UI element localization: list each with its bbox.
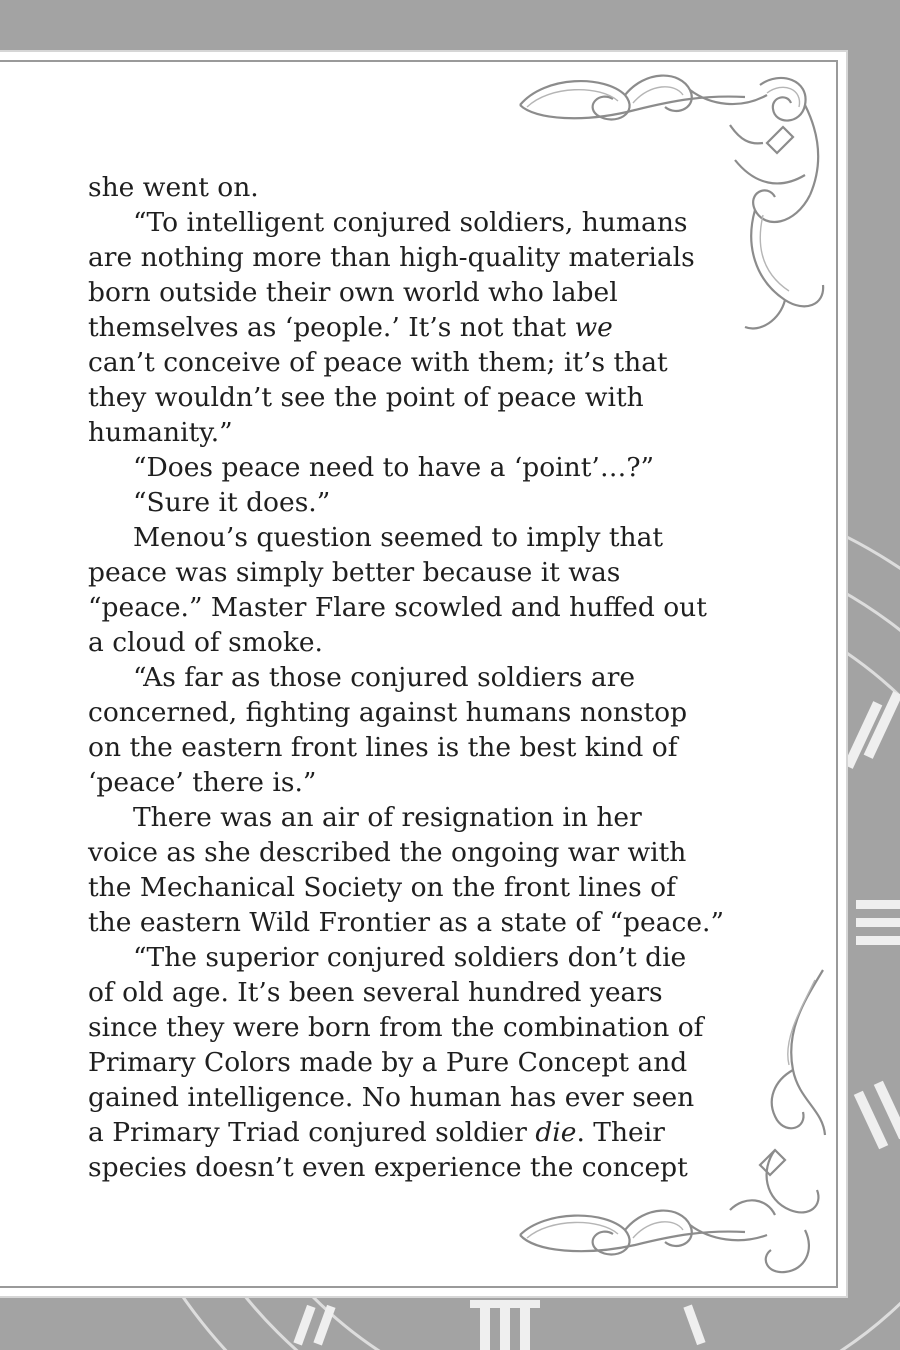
text-run: “Sure it does.” — [133, 487, 331, 518]
text-line — [88, 1080, 728, 1115]
text-run: on the eastern front lines is the best kind of — [88, 732, 678, 763]
text-run: concerned, fighting against humans nonstop — [88, 697, 688, 728]
text-run: Primary Colors made by a Pure Concept and — [88, 1047, 688, 1078]
text-run: “The superior conjured soldiers don’t die — [133, 942, 687, 973]
text-line — [88, 520, 728, 555]
text-line — [88, 345, 728, 380]
text-line — [88, 590, 728, 625]
text-line — [88, 485, 728, 520]
text-run: “Does peace need to have a ‘point’…?” — [133, 452, 655, 483]
text-line — [88, 695, 728, 730]
text-line — [88, 205, 728, 240]
text-line — [88, 835, 728, 870]
text-run: are nothing more than high-quality materials — [88, 242, 695, 273]
text-run: gained intelligence. No human has ever seen — [88, 1082, 695, 1113]
text-line — [88, 1150, 728, 1185]
text-run: “peace.” Master Flare scowled and huffed out — [88, 592, 707, 623]
text-line — [88, 450, 728, 485]
text-run: . Their — [576, 1117, 665, 1148]
text-run: Menou’s question seemed to imply that — [133, 522, 664, 553]
emphasis-text: die — [535, 1117, 577, 1148]
text-line — [88, 275, 728, 310]
text-line — [88, 905, 728, 940]
text-line — [88, 625, 728, 660]
text-run: can’t conceive of peace with them; it’s that — [88, 347, 668, 378]
text-run: they wouldn’t see the point of peace with — [88, 382, 644, 413]
text-run: There was an air of resignation in her — [133, 802, 642, 833]
text-run: a cloud of smoke. — [88, 627, 323, 658]
text-line — [88, 555, 728, 590]
text-run: the eastern Wild Frontier as a state of “peace.” — [88, 907, 724, 938]
text-run: a Primary Triad conjured soldier — [88, 1117, 536, 1148]
text-line — [88, 1115, 728, 1150]
text-run: species doesn’t even experience the concept — [88, 1152, 688, 1183]
text-line — [88, 310, 728, 345]
text-run: voice as she described the ongoing war with — [88, 837, 687, 868]
text-line — [88, 1010, 728, 1045]
text-line — [88, 415, 728, 450]
text-run: “As far as those conjured soldiers are — [133, 662, 636, 693]
emphasis-text: we — [574, 312, 613, 343]
text-run: “To intelligent conjured soldiers, humans — [133, 207, 688, 238]
text-run: the Mechanical Society on the front lines of — [88, 872, 676, 903]
text-run: she went on. — [88, 172, 259, 203]
text-line — [88, 380, 728, 415]
text-line — [88, 870, 728, 905]
text-line — [88, 940, 728, 975]
text-run: ‘peace’ there is.” — [88, 767, 317, 798]
text-line — [88, 170, 728, 205]
text-line — [88, 1045, 728, 1080]
text-run: of old age. It’s been several hundred years — [88, 977, 663, 1008]
text-run: since they were born from the combination of — [88, 1012, 704, 1043]
text-run: themselves as ‘people.’ It’s not that — [88, 312, 575, 343]
text-line — [88, 660, 728, 695]
text-line — [88, 975, 728, 1010]
text-line — [88, 240, 728, 275]
text-run: peace was simply better because it was — [88, 557, 621, 588]
text-line — [88, 800, 728, 835]
text-run: humanity.” — [88, 417, 233, 448]
text-line — [88, 730, 728, 765]
text-line — [88, 765, 728, 800]
body-text — [88, 170, 728, 1185]
text-run: born outside their own world who label — [88, 277, 618, 308]
